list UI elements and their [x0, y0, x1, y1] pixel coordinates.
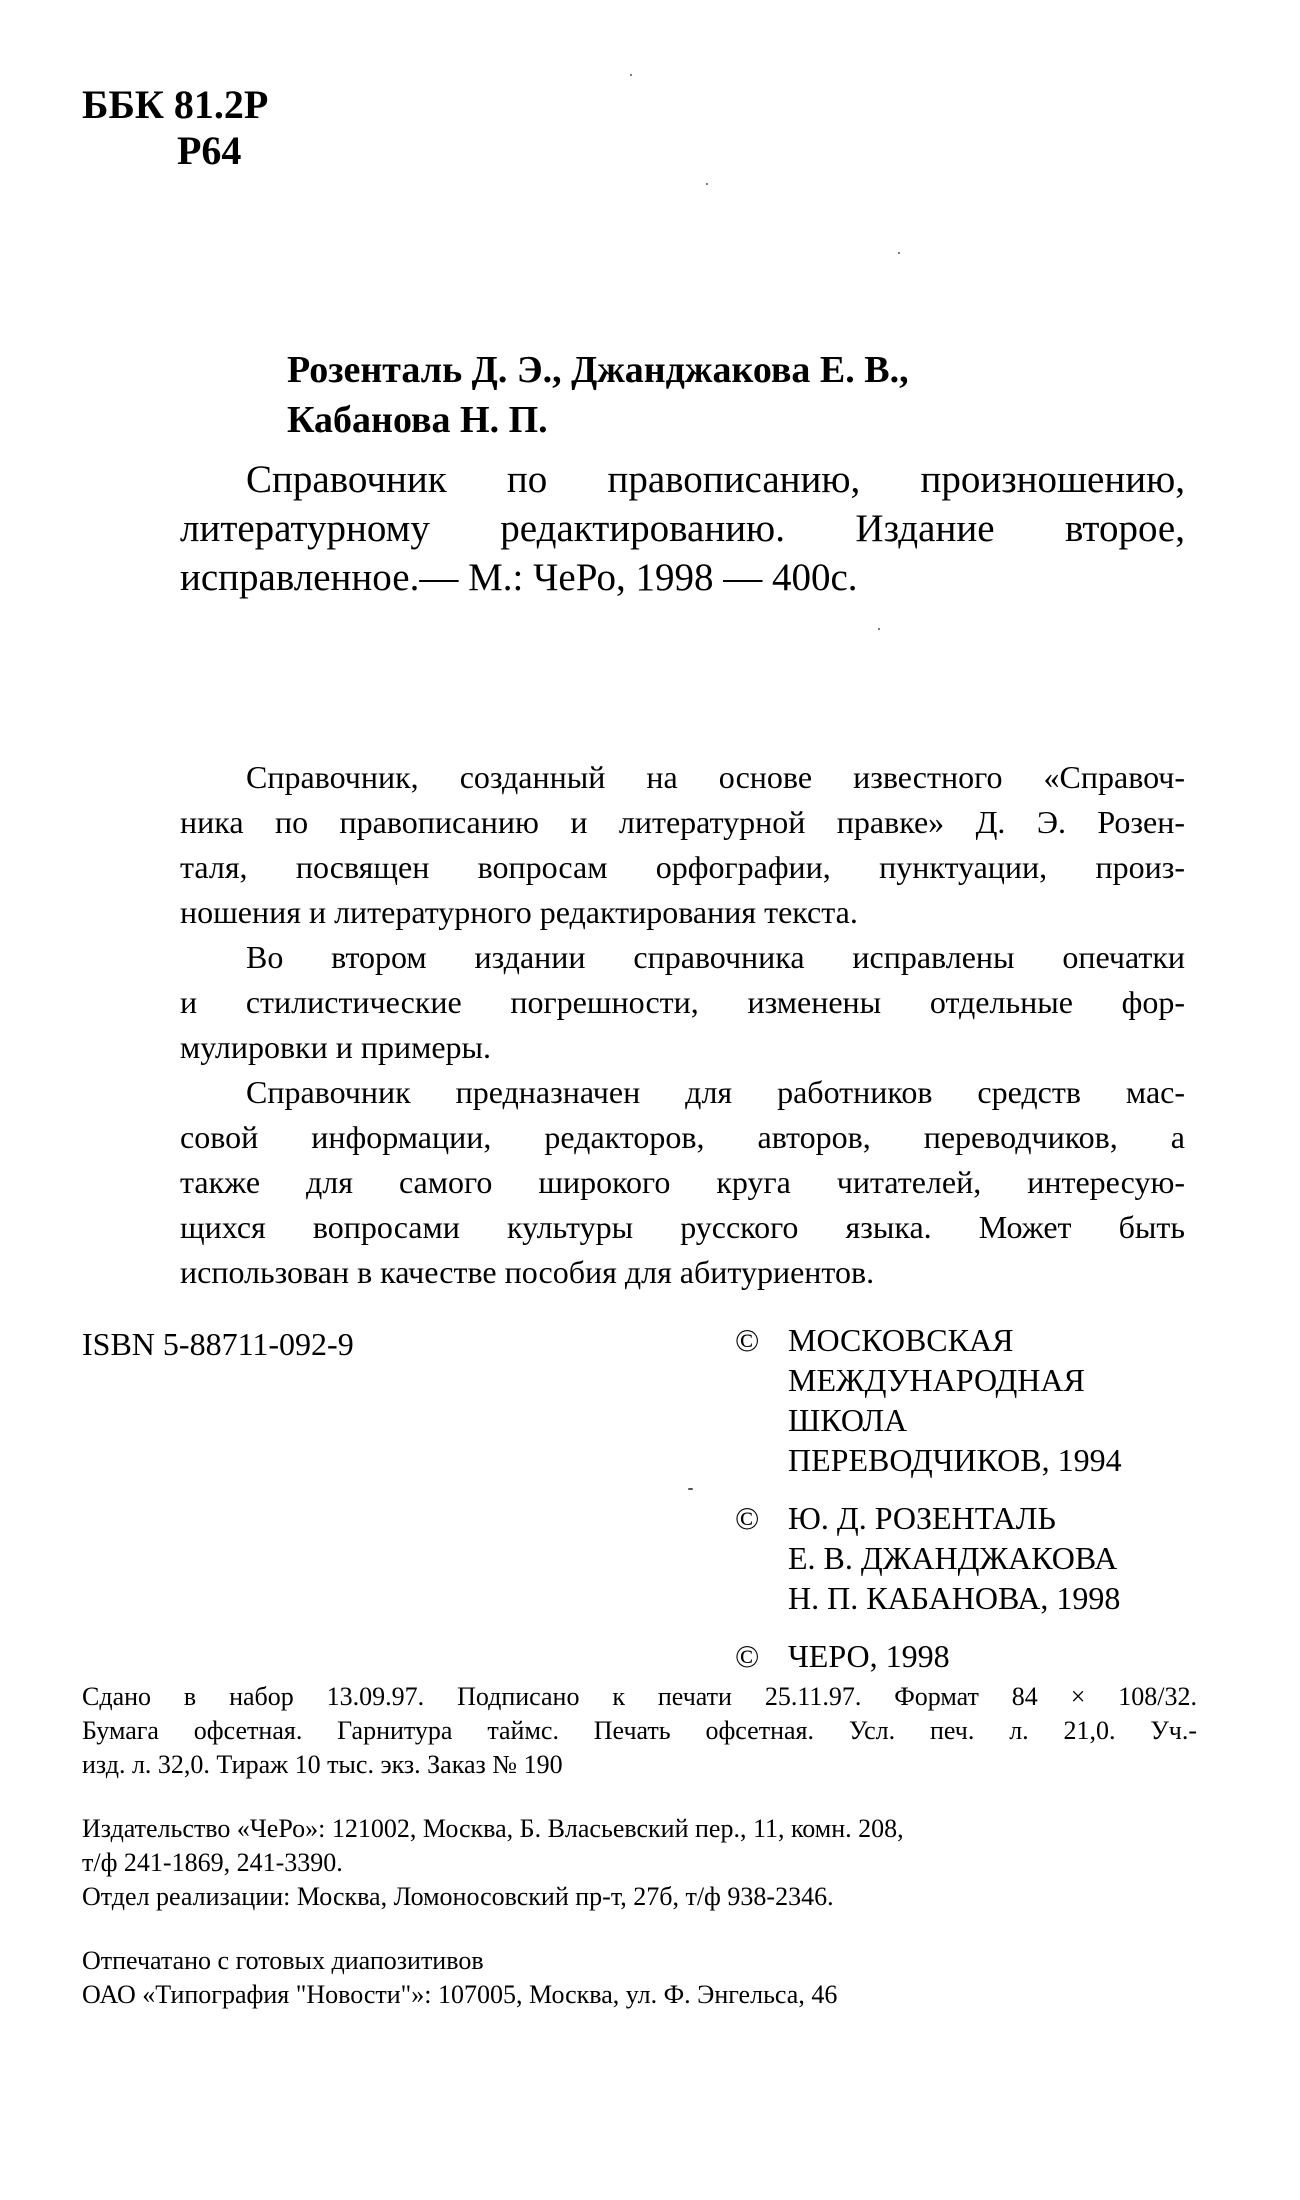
scan-speck [898, 252, 900, 254]
imprint-line: ОАО «Типография "Новости"»: 107005, Москва, ул. Ф. Энгельса, 46 [82, 1980, 838, 2009]
imprint-line: Сдано в набор 13.09.97. Подписано к печати 25.11.97. Формат 84 × 108/32. [82, 1682, 1197, 1711]
copyright-icon: © [735, 1322, 760, 1358]
copyright-line: Е. В. ДЖАНДЖАКОВА [788, 1540, 1118, 1576]
annotation-line: совой информации, редакторов, авторов, переводчиков, а [180, 1119, 1185, 1155]
annotation-line: ношения и литературного редактирования текста. [180, 894, 858, 930]
publisher-info [82, 1812, 1197, 1914]
copyright-block [735, 1636, 1122, 1676]
imprint-line: Отпечатано с готовых диапозитивов [82, 1946, 484, 1975]
annotation-line: также для самого широкого круга читателей, интересую- [180, 1164, 1185, 1200]
bbk-code: ББК 81.2Р [82, 82, 269, 127]
scan-speck [630, 74, 632, 76]
annotation-line: использован в качестве пособия для абитуриентов. [180, 1254, 875, 1290]
copyright-line: ПЕРЕВОДЧИКОВ, 1994 [788, 1442, 1122, 1478]
annotation-line: щихся вопросами культуры русского языка. Может быть [180, 1209, 1185, 1245]
annotation-line: мулировки и примеры. [180, 1029, 492, 1065]
copyright-line: Н. П. КАБАНОВА, 1998 [788, 1580, 1121, 1616]
author-mark: Р64 [177, 128, 242, 173]
scan-speck [688, 1488, 693, 1490]
biblio-line: Справочник по правописанию, произношению, [246, 458, 1185, 501]
print-data [82, 1680, 1197, 1782]
imprint-line: Бумага офсетная. Гарнитура таймс. Печать офсетная. Усл. печ. л. 21,0. Уч.- [82, 1716, 1197, 1745]
annotation-line: и стилистические погрешности, изменены отдельные фор- [180, 984, 1185, 1020]
annotation-line: Справочник предназначен для работников средств мас- [246, 1074, 1185, 1110]
annotation-line: таля, посвящен вопросам орфографии, пунктуации, произ- [180, 849, 1185, 885]
annotation-line: Справочник, созданный на основе известного «Справоч- [246, 759, 1185, 795]
scan-speck [878, 628, 880, 630]
copyright-block [735, 1498, 1122, 1618]
imprint-line: изд. л. 32,0. Тираж 10 тыс. экз. Заказ № 190 [82, 1750, 563, 1779]
copyright-line: ШКОЛА [788, 1402, 908, 1438]
imprint-line: Отдел реализации: Москва, Ломоносовский пр-т, 27б, т/ф 938-2346. [82, 1882, 834, 1911]
copyright-icon: © [735, 1500, 760, 1536]
printing-house-info [82, 1944, 1197, 2012]
authors-line: Кабанова Н. П. [287, 399, 548, 441]
copyright-notices [735, 1320, 1122, 1694]
biblio-line: исправленное.— М.: ЧеРо, 1998 — 400с. [180, 556, 858, 599]
imprint-line: т/ф 241-1869, 241-3390. [82, 1848, 343, 1877]
imprint-line: Издательство «ЧеРо»: 121002, Москва, Б. Власьевский пер., 11, комн. 208, [82, 1814, 904, 1843]
authors [287, 345, 909, 445]
annotation-line: Во втором издании справочника исправлены опечатки [246, 939, 1185, 975]
isbn: ISBN 5-88711-092-9 [82, 1326, 354, 1362]
annotation-line: ника по правописанию и литературной правке» Д. Э. Розен- [180, 804, 1185, 840]
scan-speck [706, 183, 708, 185]
imprint [82, 1680, 1197, 2042]
copyright-line: Ю. Д. РОЗЕНТАЛЬ [788, 1500, 1056, 1536]
copyright-block [735, 1320, 1122, 1480]
copyright-line: ЧЕРО, 1998 [788, 1638, 950, 1674]
bibliographic-description [180, 455, 1185, 602]
copyright-line: МЕЖДУНАРОДНАЯ [788, 1362, 1085, 1398]
bbk-classification [82, 82, 268, 174]
annotation [180, 755, 1185, 1295]
biblio-line: литературному редактированию. Издание второе, [180, 507, 1185, 550]
copyright-icon: © [735, 1638, 760, 1674]
copyright-line: МОСКОВСКАЯ [788, 1322, 1014, 1358]
authors-line: Розенталь Д. Э., Джанджакова Е. В., [287, 349, 909, 391]
